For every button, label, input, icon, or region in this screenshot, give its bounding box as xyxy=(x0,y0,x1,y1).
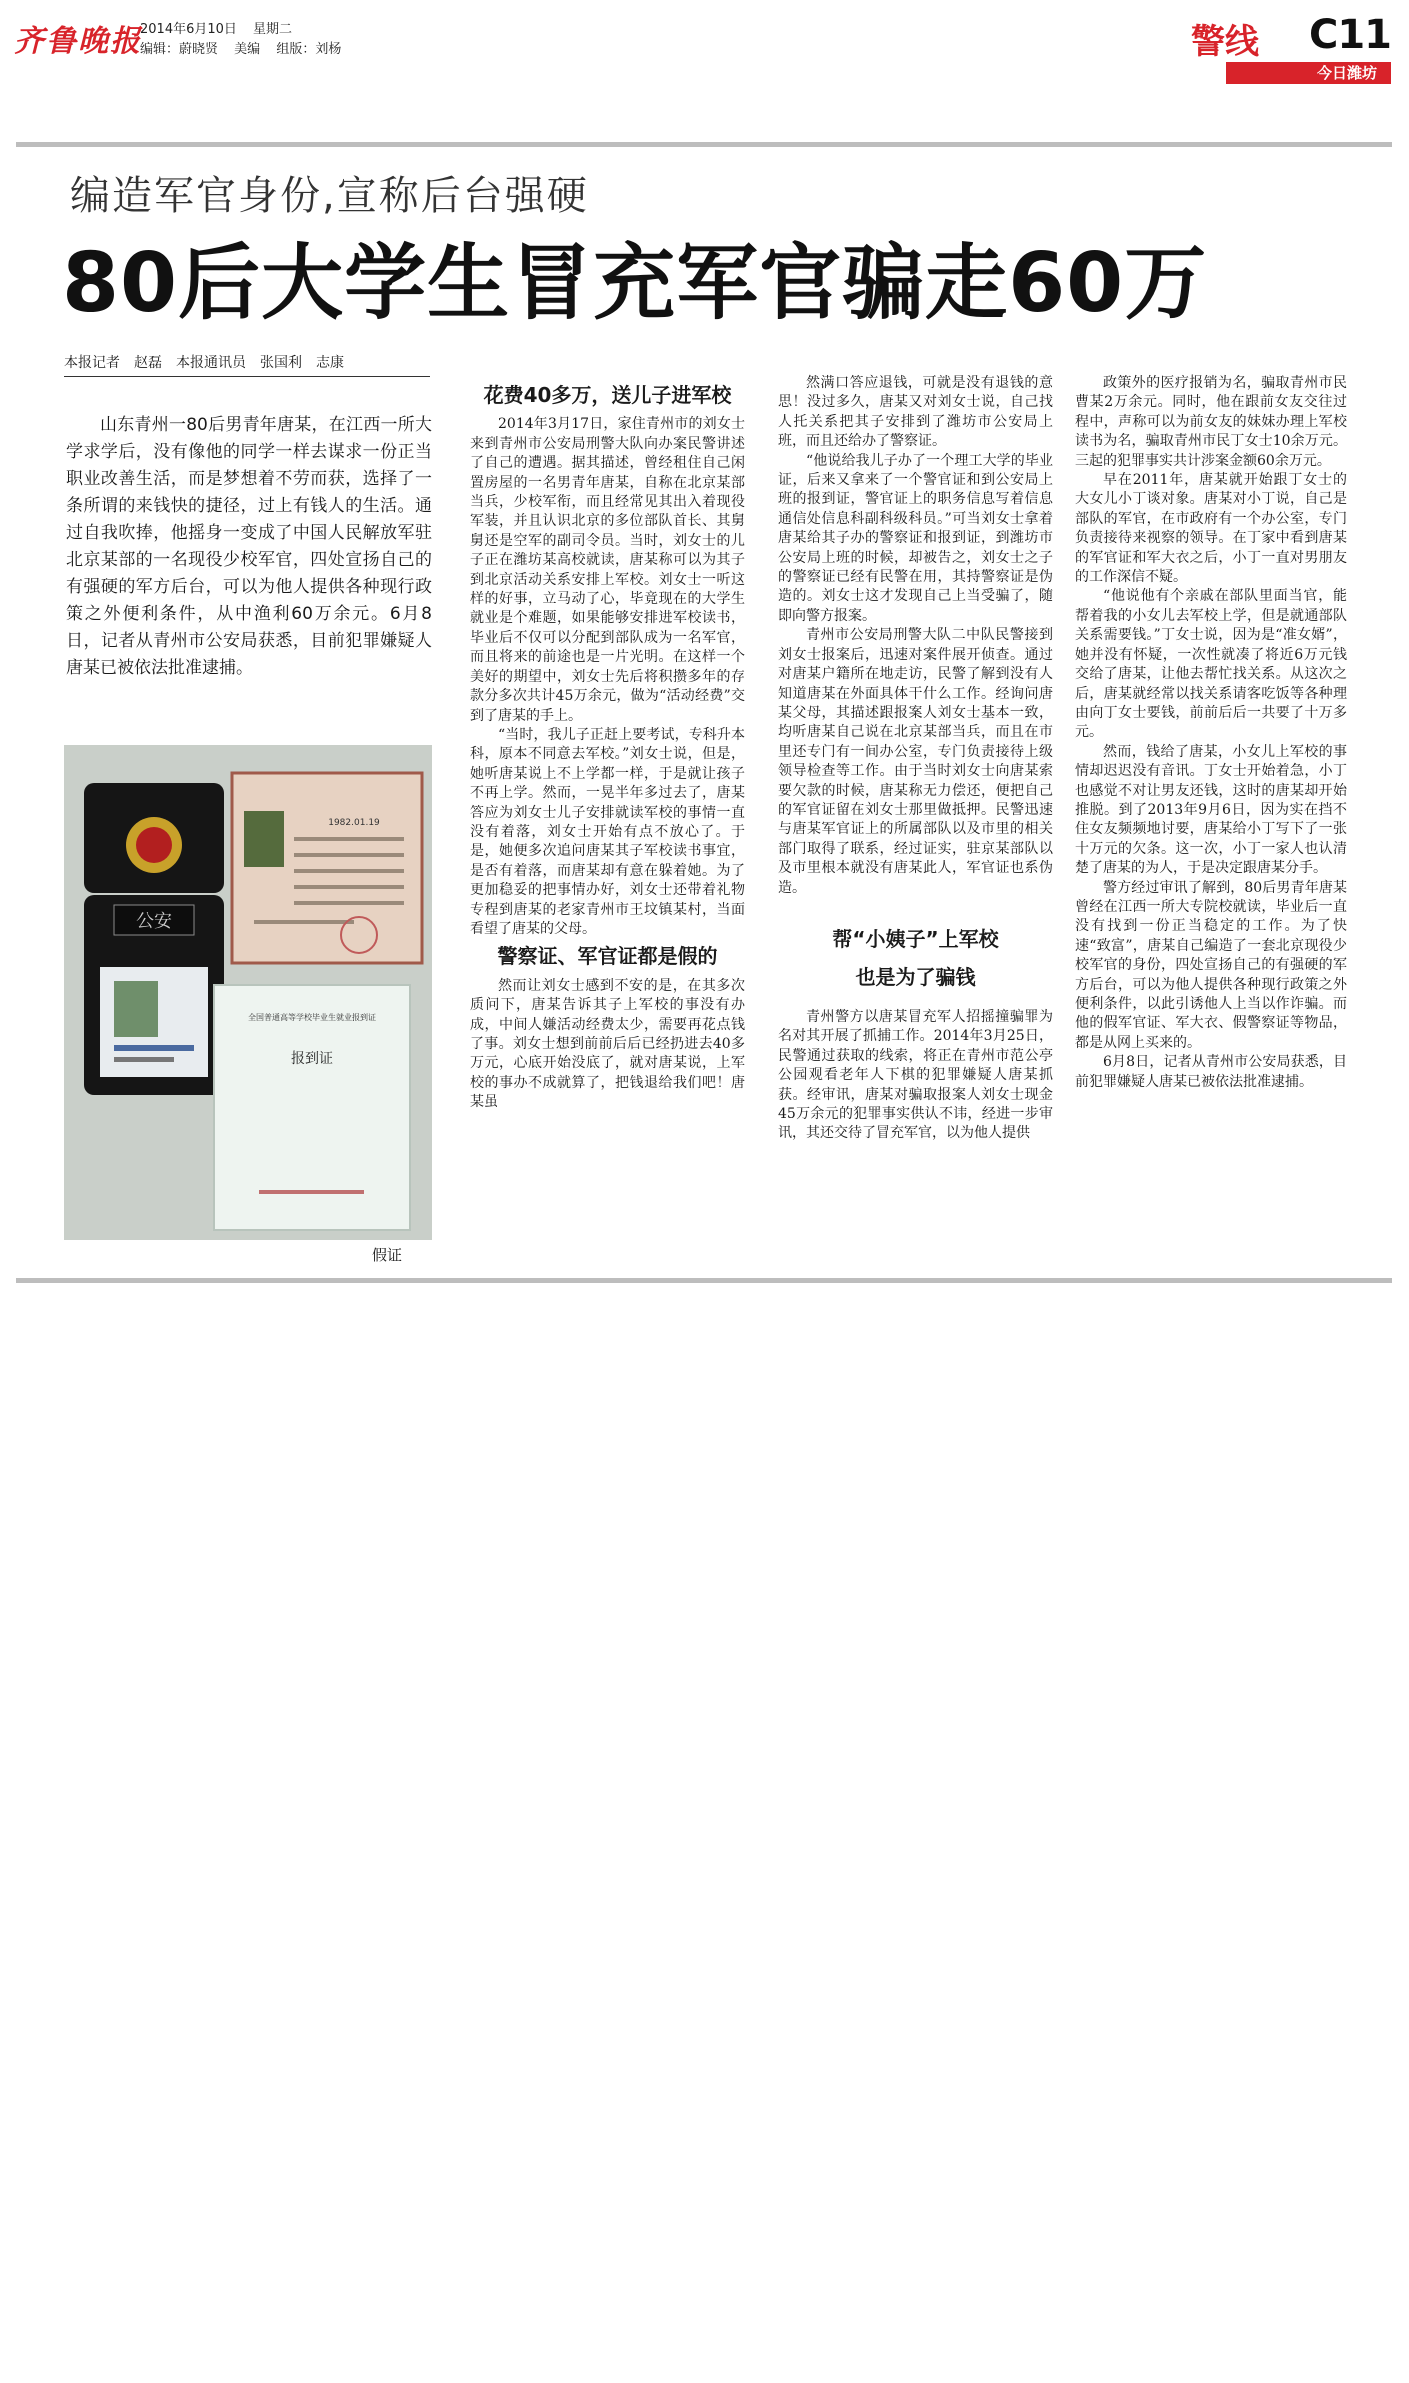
section-title: 警线 xyxy=(1191,22,1259,62)
article-column-2 xyxy=(778,374,1053,1144)
masthead xyxy=(0,0,1409,100)
col2-paragraph-2: “他说给我儿子办了一个理工大学的毕业证，后来又拿来了一个警官证和到公安局上班的报到证，警官证上的职务信息写着信息通信处信息科副科级科员。”可当刘女士拿着唐某给其子办的警察证和报到证，到潍坊市公安局上班的时候，却被告之，刘女士之子的警察证已经有民警在用，其持警察证是伪造的。刘女士这才发现自己上当受骗了，随即向警方报案。 xyxy=(778,452,1053,624)
col1-paragraph-2: “当时，我儿子正赶上要考试，专科升本科，原本不同意去军校。”刘女士说，但是，她听唐某说上不上学都一样，于是就让孩子不再上学。然而，一晃半年多过去了，唐某答应为刘女士儿子安排就读军校的事情一直没有着落，刘女士开始有点不放心了。于是，她便多次追问唐某其子军校读书事宜，是否有着落，而唐某却有意在躲着她。为了更加稳妥的把事情办好，刘女士还带着礼物专程到唐某的老家青州市王坟镇某村，当面看望了唐某的父母。 xyxy=(470,726,745,937)
col3-paragraph-6: 6月8日，记者从青州市公安局获悉，目前犯罪嫌疑人唐某已被依法批准逮捕。 xyxy=(1075,1054,1347,1090)
col3-paragraph-1: 政策外的医疗报销为名，骗取青州市民曹某2万余元。同时，他在跟前女友交往过程中，声称可以为前女友的妹妹办理上军校读书为名，骗取青州市民丁女士10余万元。三起的犯罪事实共计涉案金额60余万元。 xyxy=(1075,375,1347,469)
article-column-3 xyxy=(1075,374,1347,1092)
art-credit: 美编 xyxy=(234,42,261,57)
col3-paragraph-2: 早在2011年，唐某就开始跟丁女士的大女儿小丁谈对象。唐某对小丁说，自己是部队的军官，在市政府有一个办公室，专门负责接待来视察的领导。在丁家中看到唐某的军官证和军大衣之后，小丁一直对男朋友的工作深信不疑。 xyxy=(1075,472,1347,586)
col2-paragraph-4: 青州警方以唐某冒充军人招摇撞骗罪为名对其开展了抓捕工作。2014年3月25日，民警通过获取的线索，将正在青州市范公亭公园观看老年人下棋的犯罪嫌疑人唐某抓获。经审讯，唐某对骗取报案人刘女士现金45万余元的犯罪事实供认不讳，经进一步审讯，其还交待了冒充军官，以为他人提供 xyxy=(778,1008,1053,1142)
article-lead: 山东青州一80后男青年唐某，在江西一所大学求学后，没有像他的同学一样去谋求一份正当职业改善生活，而是梦想着不劳而获，选择了一条所谓的来钱快的捷径，过上有钱人的生活。通过自我吹捧，他摇身一变成了中国人民解放军驻北京某部的一名现役少校军官，四处宣扬自己的有强硬的军方后台，可以为他人提供各种现行政策之外便利条件，从中渔利60万余元。6月8日，记者从青州市公安局获悉，目前犯罪嫌疑人唐某已被依法批准逮捕。 xyxy=(66,415,432,678)
report-title: 报到证 xyxy=(291,1051,333,1067)
badge-word: 公安 xyxy=(136,911,172,932)
col3-paragraph-3: “他说他有个亲戚在部队里面当官，能帮着我的小女儿去军校上学，但是就通部队关系需要钱。”丁女士说，因为是“准女婿”，她并没有怀疑，一次性就凑了将近6万元钱交给了唐某，让他去帮忙找关系。从这次之后，唐某就经常以找关系请客吃饭等各种理由向丁女士要钱，前前后后一共要了十万多元。 xyxy=(1075,588,1347,741)
top-rule xyxy=(16,142,1392,147)
col1-paragraph-1: 2014年3月17日，家住青州市的刘女士来到青州市公安局刑警大队向办案民警讲述了自己的遭遇。据其描述，曾经租住自己闲置房屋的一名男青年唐某，自称在北京某部当兵，少校军衔，而且经常见其出入着现役军装，并且认识北京的多位部队首长、其舅舅还是空军的副司令员。当时，刘女士的儿子正在潍坊某高校就读，唐某称可以为其子到北京活动关系安排上军校。刘女士一听这样的好事，立马动了心，毕竟现在的大学生就业是个难题，如果能够安排进军校读书，毕业后不仅可以分配到部队成为一名军官，而且将来的前途也是一片光明。在这样一个美好的期望中，刘女士先后将积攒多年的存款分多次共计45万余元，做为“活动经费”交到了唐某的手上。 xyxy=(470,416,745,724)
sub-section-bar: 今日潍坊 xyxy=(1226,62,1391,84)
col1-heading-1: 花费40多万，送儿子进军校 xyxy=(483,383,732,407)
bottom-rule xyxy=(16,1278,1392,1283)
issue-weekday: 星期二 xyxy=(253,22,293,37)
red-card-date: 1982.01.19 xyxy=(328,818,380,828)
article-byline: 本报记者 赵磊 本报通讯员 张国利 志康 xyxy=(64,352,430,377)
issue-meta xyxy=(140,20,353,60)
col1-paragraph-3: 然而让刘女士感到不安的是，在其多次质问下，唐某告诉其子上军校的事没有办成，中间人嫌活动经费太少，需要再花点钱了事。刘女士想到前前后后已经扔进去40多万元，心底开始没底了，就对唐某说，上军校的事办不成就算了，把钱退给我们吧！唐某虽 xyxy=(470,977,745,1111)
col3-paragraph-5: 警方经过审讯了解到，80后男青年唐某曾经在江西一所大专院校就读，毕业后一直没有找到一份正当稳定的工作。为了快速“致富”，唐某自己编造了一套北京现役少校军官的身份，四处宣扬自己的有强硬的军方后台，可以为他人提供各种现行政策之外便利条件，以此引诱他人上当以作诈骗。而他的假军官证、军大衣、假警察证等物品，都是从网上买来的。 xyxy=(1075,879,1347,1051)
col1-heading-2: 警察证、军官证都是假的 xyxy=(497,944,718,969)
layout-credit: 组版：刘杨 xyxy=(276,42,342,57)
col2-heading xyxy=(778,920,1053,996)
fake-credentials-photo xyxy=(64,745,432,1240)
editor-credit: 编辑：蔚晓贤 xyxy=(140,42,219,57)
newspaper-logo: 齐鲁晚报 xyxy=(14,24,142,59)
col2-paragraph-1: 然满口答应退钱，可就是没有退钱的意思！没过多久，唐某又对刘女士说，自己找人托关系把其子安排到了潍坊市公安局上班，而且还给办了警察证。 xyxy=(778,375,1053,450)
col2-heading-line-1: 帮“小姨子”上军校 xyxy=(832,926,999,951)
col3-paragraph-4: 然而，钱给了唐某，小女儿上军校的事情却迟迟没有音讯。丁女士开始着急，小丁也感觉不对让男友还钱，这时的唐某却开始推脱。到了2013年9月6日，因为实在挡不住女友频频地讨要，唐某给小丁写下了一张十万元的欠条。这一次，小丁一家人也认清楚了唐某的为人，于是决定跟唐某分手。 xyxy=(1075,743,1347,877)
issue-date: 2014年6月10日 xyxy=(140,22,237,37)
article-subhead: 编造军官身份,宣称后台强硬 xyxy=(70,173,589,219)
page-number: C11 xyxy=(1308,12,1391,58)
article-headline: 80后大学生冒充军官骗走60万 xyxy=(62,236,1208,331)
report-header: 全国普通高等学校毕业生就业报到证 xyxy=(248,1013,376,1022)
col2-heading-line-2: 也是为了骗钱 xyxy=(855,964,976,989)
col2-paragraph-3: 青州市公安局刑警大队二中队民警接到刘女士报案后，迅速对案件展开侦查。通过对唐某户籍所在地走访，民警了解到没有人知道唐某在外面具体干什么工作。经询问唐某父母，其描述跟报案人刘女士基本一致，均听唐某自己说在北京某部当兵，而且在市里还专门有一间办公室，专门负责接待上级领导检查等工作。由于当时刘女士向唐某索要欠款的时候，唐某称无力偿还，便把自己的军官证留在刘女士那里做抵押。民警迅速与唐某军官证上的所属部队以及市里的相关部门取得了联系，经过证实，驻京某部队以及市里根本就没有唐某此人，军官证也系伪造。 xyxy=(778,627,1053,896)
article-column-1 xyxy=(470,378,745,1113)
photo-caption: 假证 xyxy=(372,1246,403,1264)
photo-illustration xyxy=(64,745,432,1240)
